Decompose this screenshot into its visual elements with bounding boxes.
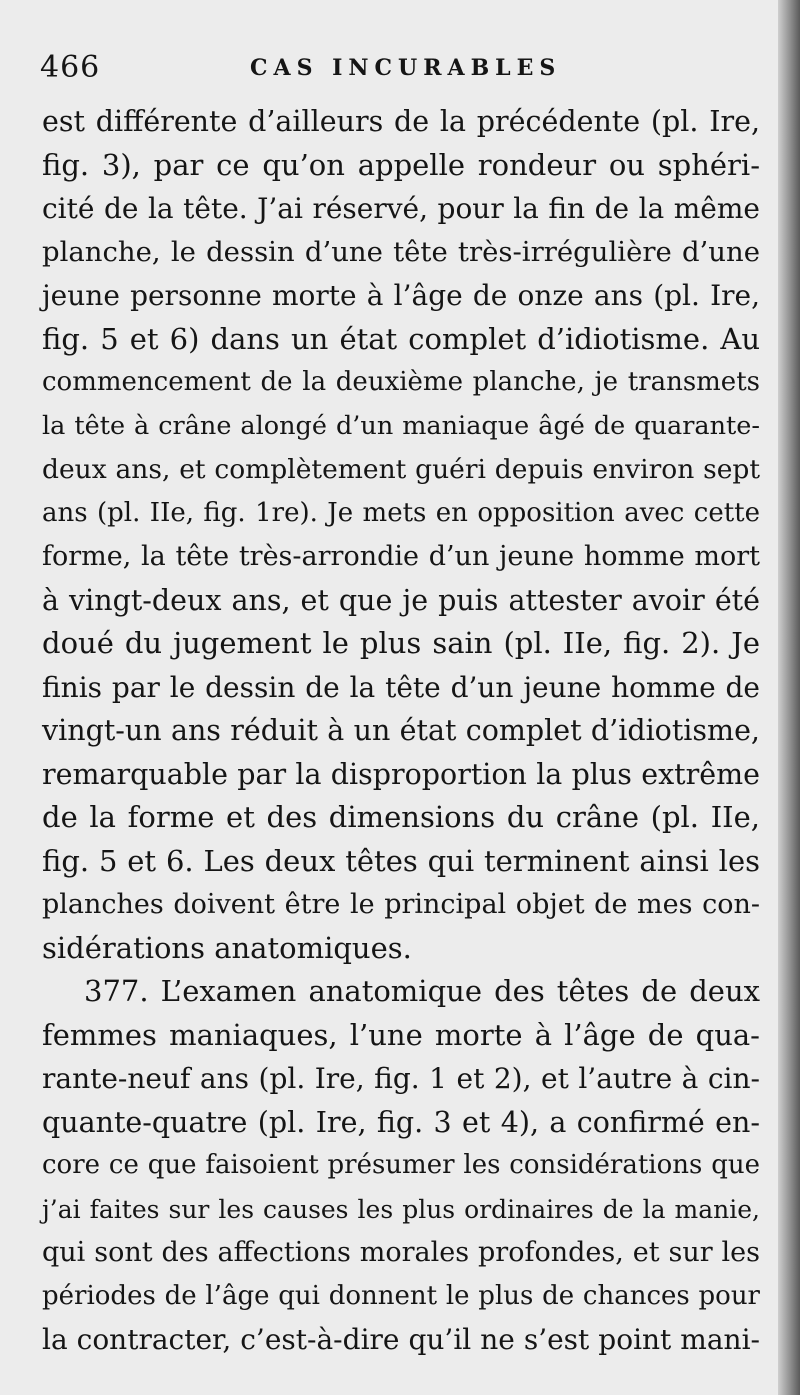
text-line: jeune personne morte à l’âge de onze ans (pl. Ire, [42, 279, 760, 312]
text-line: ans (pl. IIe, fig. 1re). Je mets en opposition avec cette [42, 497, 760, 528]
text-line: vingt-un ans réduit à un état complet d’idiotisme, [42, 714, 760, 747]
text-line: périodes de l’âge qui donnent le plus de chances pour [42, 1280, 760, 1311]
text-line: qui sont des affections morales profondes, et sur les [42, 1237, 760, 1268]
text-line: la contracter, c’est-à-dire qu’il ne s’est point mani- [42, 1323, 760, 1356]
page-header [40, 48, 760, 88]
text-line: doué du jugement le plus sain (pl. IIe, fig. 2). Je [42, 626, 760, 660]
text-line: deux ans, et complètement guéri depuis environ sept [42, 454, 760, 485]
text-line: remarquable par la disproportion la plus extrême [42, 757, 760, 791]
text-line: j’ai faites sur les causes les plus ordinaires de la manie, [42, 1194, 760, 1224]
text-line: fig. 5 et 6) dans un état complet d’idiotisme. Au [42, 321, 760, 356]
text-line: forme, la tête très-arrondie d’un jeune homme mort [42, 541, 760, 572]
body-text [42, 100, 760, 1362]
running-head: CAS INCURABLES [250, 55, 562, 81]
text-line: commencement de la deuxième planche, je transmets [42, 367, 760, 397]
page-number: 466 [40, 50, 101, 85]
text-line: fig. 3), par ce qu’on appelle rondeur ou sphéri- [42, 147, 760, 182]
text-line: core ce que faisoient présumer les considérations que [42, 1150, 760, 1180]
text-line: finis par le dessin de la tête d’un jeune homme de [42, 670, 760, 704]
text-line: fig. 5 et 6. Les deux têtes qui terminent ainsi les [42, 843, 760, 878]
text-line: de la forme et des dimensions du crâne (pl. IIe, [42, 800, 760, 834]
text-line: quante-quatre (pl. Ire, fig. 3 et 4), a confirmé en- [42, 1105, 760, 1139]
text-line: à vingt-deux ans, et que je puis attester avoir été [42, 583, 760, 617]
paragraph-last-line: sidérations anatomiques. [42, 930, 412, 965]
text-line: la tête à crâne alongé d’un maniaque âgé de quarante- [42, 410, 760, 441]
text-line: rante-neuf ans (pl. Ire, fig. 1 et 2), et l’autre à cin- [42, 1062, 760, 1095]
text-line: cité de la tête. J’ai réservé, pour la fin de la même [42, 192, 760, 225]
text-line: planches doivent être le principal objet de mes con- [42, 889, 760, 920]
page-edge-shadow [778, 0, 800, 1395]
paragraph-first-line: 377. L’examen anatomique des têtes de deux [84, 974, 760, 1008]
text-line: femmes maniaques, l’une morte à l’âge de qua- [42, 1017, 760, 1052]
text-line: planche, le dessin d’une tête très-irrégulière d’une [42, 235, 760, 268]
text-line: est différente d’ailleurs de la précédente (pl. Ire, [42, 105, 760, 138]
